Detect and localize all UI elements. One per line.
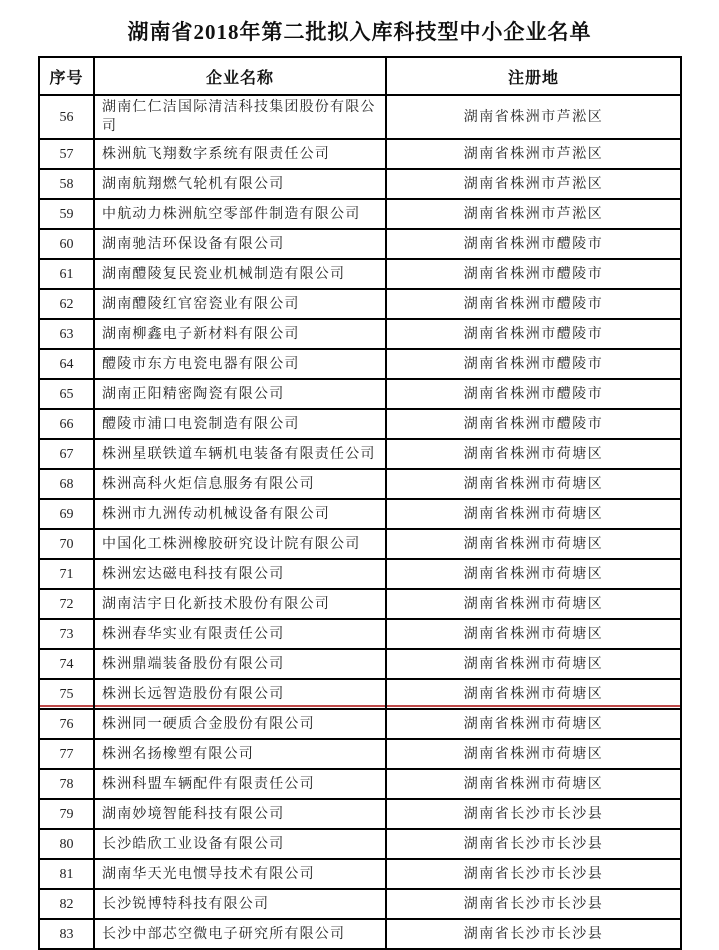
table-row <box>39 469 681 499</box>
row-no-cell: 80 <box>39 829 94 859</box>
row-no-cell: 69 <box>39 499 94 529</box>
location-cell: 湖南省株洲市荷塘区 <box>386 559 681 589</box>
row-no-cell: 60 <box>39 229 94 259</box>
company-name-cell: 长沙皓欣工业设备有限公司 <box>94 829 386 859</box>
company-name-cell: 株洲科盟车辆配件有限责任公司 <box>94 769 386 799</box>
location-cell: 湖南省株洲市醴陵市 <box>386 229 681 259</box>
company-name-cell: 湖南醴陵复民瓷业机械制造有限公司 <box>94 259 386 289</box>
row-no-cell: 79 <box>39 799 94 829</box>
location-cell: 湖南省长沙市长沙县 <box>386 919 681 949</box>
row-no-cell: 73 <box>39 619 94 649</box>
row-no-cell: 78 <box>39 769 94 799</box>
table-row <box>39 289 681 319</box>
row-no-cell: 61 <box>39 259 94 289</box>
company-name-cell: 醴陵市东方电瓷电器有限公司 <box>94 349 386 379</box>
location-cell: 湖南省株洲市醴陵市 <box>386 289 681 319</box>
location-cell: 湖南省株洲市芦淞区 <box>386 139 681 169</box>
company-name-cell: 湖南妙境智能科技有限公司 <box>94 799 386 829</box>
table-row <box>39 589 681 619</box>
company-name-cell: 湖南仁仁洁国际清洁科技集团股份有限公司 <box>94 95 386 139</box>
company-name-cell: 长沙中部芯空微电子研究所有限公司 <box>94 919 386 949</box>
table-row <box>39 649 681 679</box>
company-name-cell: 醴陵市浦口电瓷制造有限公司 <box>94 409 386 439</box>
page-title: 湖南省2018年第二批拟入库科技型中小企业名单 <box>127 20 592 44</box>
table-row <box>39 349 681 379</box>
location-cell: 湖南省长沙市长沙县 <box>386 889 681 919</box>
location-cell: 湖南省株洲市荷塘区 <box>386 709 681 739</box>
table-row <box>39 409 681 439</box>
row-no-cell: 82 <box>39 889 94 919</box>
location-cell: 湖南省株洲市荷塘区 <box>386 439 681 469</box>
company-name-cell: 株洲星联铁道车辆机电装备有限责任公司 <box>94 439 386 469</box>
row-no-cell: 62 <box>39 289 94 319</box>
col-header-registration-place: 注册地 <box>386 57 681 95</box>
row-no-cell: 67 <box>39 439 94 469</box>
location-cell: 湖南省株洲市醴陵市 <box>386 349 681 379</box>
location-cell: 湖南省长沙市长沙县 <box>386 859 681 889</box>
location-cell: 湖南省株洲市芦淞区 <box>386 169 681 199</box>
location-cell: 湖南省株洲市荷塘区 <box>386 589 681 619</box>
row-no-cell: 57 <box>39 139 94 169</box>
company-table <box>38 56 682 950</box>
table-row <box>39 379 681 409</box>
company-name-cell: 株洲名扬橡塑有限公司 <box>94 739 386 769</box>
location-cell: 湖南省株洲市荷塘区 <box>386 739 681 769</box>
location-cell: 湖南省株洲市荷塘区 <box>386 769 681 799</box>
row-no-cell: 64 <box>39 349 94 379</box>
row-no-cell: 59 <box>39 199 94 229</box>
company-name-cell: 株洲高科火炬信息服务有限公司 <box>94 469 386 499</box>
row-no-cell: 65 <box>39 379 94 409</box>
company-name-cell: 湖南柳鑫电子新材料有限公司 <box>94 319 386 349</box>
row-no-cell: 70 <box>39 529 94 559</box>
table-row <box>39 319 681 349</box>
company-name-cell: 株洲市九洲传动机械设备有限公司 <box>94 499 386 529</box>
table-row <box>39 95 681 139</box>
table-row <box>39 679 681 709</box>
table-row <box>39 919 681 949</box>
table-row <box>39 619 681 649</box>
location-cell: 湖南省株洲市荷塘区 <box>386 679 681 709</box>
table-row <box>39 829 681 859</box>
company-name-cell: 株洲宏达磁电科技有限公司 <box>94 559 386 589</box>
table-row <box>39 529 681 559</box>
company-name-cell: 中国化工株洲橡胶研究设计院有限公司 <box>94 529 386 559</box>
table-row <box>39 559 681 589</box>
table-row <box>39 439 681 469</box>
location-cell: 湖南省株洲市醴陵市 <box>386 319 681 349</box>
row-no-cell: 63 <box>39 319 94 349</box>
header-row <box>39 57 681 95</box>
location-cell: 湖南省株洲市荷塘区 <box>386 469 681 499</box>
company-name-cell: 湖南醴陵红官窑瓷业有限公司 <box>94 289 386 319</box>
row-no-cell: 66 <box>39 409 94 439</box>
table-row <box>39 199 681 229</box>
location-cell: 湖南省株洲市荷塘区 <box>386 649 681 679</box>
company-name-cell: 湖南驰洁环保设备有限公司 <box>94 229 386 259</box>
row-no-cell: 56 <box>39 95 94 139</box>
row-no-cell: 75 <box>39 679 94 709</box>
row-no-cell: 58 <box>39 169 94 199</box>
table-row <box>39 889 681 919</box>
company-name-cell: 长沙锐博特科技有限公司 <box>94 889 386 919</box>
row-no-cell: 71 <box>39 559 94 589</box>
company-name-cell: 株洲鼎端装备股份有限公司 <box>94 649 386 679</box>
location-cell: 湖南省株洲市荷塘区 <box>386 529 681 559</box>
table-row <box>39 769 681 799</box>
location-cell: 湖南省株洲市芦淞区 <box>386 95 681 139</box>
table-row <box>39 739 681 769</box>
location-cell: 湖南省株洲市荷塘区 <box>386 619 681 649</box>
location-cell: 湖南省株洲市芦淞区 <box>386 199 681 229</box>
location-cell: 湖南省株洲市荷塘区 <box>386 499 681 529</box>
col-header-serial-no: 序号 <box>39 57 94 95</box>
company-name-cell: 湖南航翔燃气轮机有限公司 <box>94 169 386 199</box>
table-row <box>39 709 681 739</box>
company-name-cell: 株洲同一硬质合金股份有限公司 <box>94 709 386 739</box>
row-no-cell: 76 <box>39 709 94 739</box>
location-cell: 湖南省株洲市醴陵市 <box>386 409 681 439</box>
location-cell: 湖南省长沙市长沙县 <box>386 799 681 829</box>
table-row <box>39 169 681 199</box>
company-name-cell: 湖南洁宇日化新技术股份有限公司 <box>94 589 386 619</box>
company-name-cell: 株洲春华实业有限责任公司 <box>94 619 386 649</box>
table-row <box>39 229 681 259</box>
company-name-cell: 株洲长远智造股份有限公司 <box>94 679 386 709</box>
company-name-cell: 株洲航飞翔数字系统有限责任公司 <box>94 139 386 169</box>
table-row <box>39 499 681 529</box>
location-cell: 湖南省株洲市醴陵市 <box>386 379 681 409</box>
row-no-cell: 68 <box>39 469 94 499</box>
row-no-cell: 77 <box>39 739 94 769</box>
row-no-cell: 72 <box>39 589 94 619</box>
location-cell: 湖南省长沙市长沙县 <box>386 829 681 859</box>
table-row <box>39 259 681 289</box>
company-name-cell: 中航动力株洲航空零部件制造有限公司 <box>94 199 386 229</box>
company-name-cell: 湖南正阳精密陶瓷有限公司 <box>94 379 386 409</box>
table-row <box>39 799 681 829</box>
table-row <box>39 859 681 889</box>
table-body <box>39 95 681 949</box>
col-header-company-name: 企业名称 <box>94 57 386 95</box>
location-cell: 湖南省株洲市醴陵市 <box>386 259 681 289</box>
row-no-cell: 83 <box>39 919 94 949</box>
row-no-cell: 81 <box>39 859 94 889</box>
table-row <box>39 139 681 169</box>
row-no-cell: 74 <box>39 649 94 679</box>
company-name-cell: 湖南华天光电惯导技术有限公司 <box>94 859 386 889</box>
